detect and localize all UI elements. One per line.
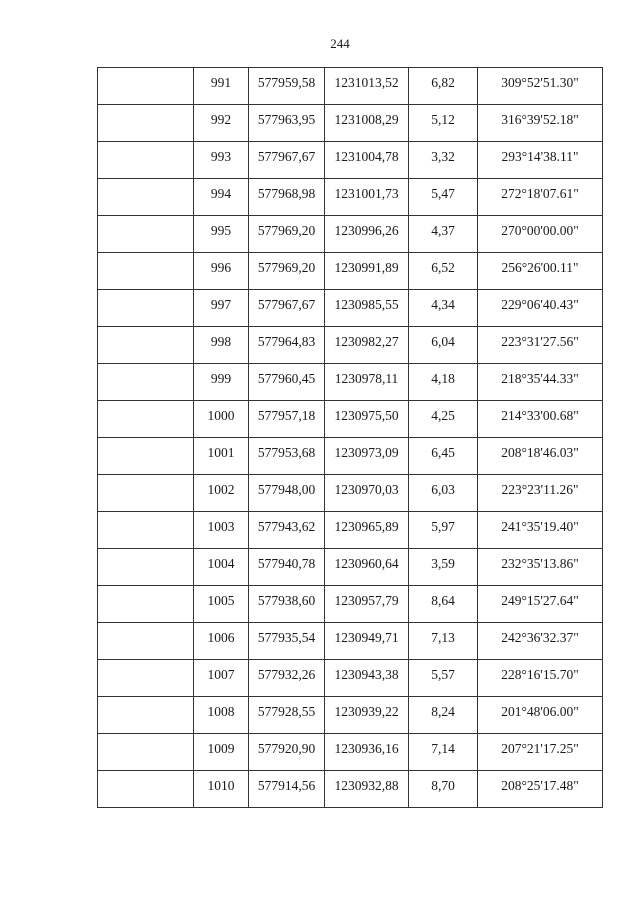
- table-row: [98, 179, 603, 216]
- segment-length-cell: 6,45: [409, 438, 478, 475]
- y-coordinate-cell: 1231004,78: [325, 142, 409, 179]
- direction-angle-cell: 309°52'51.30": [478, 68, 603, 105]
- point-number-cell: 1001: [194, 438, 249, 475]
- x-coordinate-cell: 577928,55: [249, 697, 325, 734]
- y-coordinate-cell: 1230939,22: [325, 697, 409, 734]
- point-number-cell: 1004: [194, 549, 249, 586]
- table-row: [98, 364, 603, 401]
- segment-length-cell: 7,13: [409, 623, 478, 660]
- segment-length-cell: 4,18: [409, 364, 478, 401]
- empty-cell: [98, 771, 194, 808]
- direction-angle-cell: 214°33'00.68": [478, 401, 603, 438]
- table-row: [98, 290, 603, 327]
- table-row: [98, 142, 603, 179]
- empty-cell: [98, 68, 194, 105]
- point-number-cell: 992: [194, 105, 249, 142]
- table-row: [98, 253, 603, 290]
- point-number-cell: 996: [194, 253, 249, 290]
- direction-angle-cell: 272°18'07.61": [478, 179, 603, 216]
- direction-angle-cell: 223°31'27.56": [478, 327, 603, 364]
- empty-cell: [98, 216, 194, 253]
- direction-angle-cell: 270°00'00.00": [478, 216, 603, 253]
- coordinates-table: [97, 67, 603, 808]
- segment-length-cell: 6,82: [409, 68, 478, 105]
- point-number-cell: 1006: [194, 623, 249, 660]
- point-number-cell: 1000: [194, 401, 249, 438]
- empty-cell: [98, 549, 194, 586]
- x-coordinate-cell: 577968,98: [249, 179, 325, 216]
- point-number-cell: 1007: [194, 660, 249, 697]
- y-coordinate-cell: 1230970,03: [325, 475, 409, 512]
- table-row: [98, 623, 603, 660]
- y-coordinate-cell: 1230965,89: [325, 512, 409, 549]
- table-row: [98, 327, 603, 364]
- x-coordinate-cell: 577969,20: [249, 253, 325, 290]
- direction-angle-cell: 316°39'52.18": [478, 105, 603, 142]
- table-row: [98, 549, 603, 586]
- segment-length-cell: 4,25: [409, 401, 478, 438]
- y-coordinate-cell: 1230996,26: [325, 216, 409, 253]
- segment-length-cell: 6,04: [409, 327, 478, 364]
- direction-angle-cell: 228°16'15.70": [478, 660, 603, 697]
- direction-angle-cell: 242°36'32.37": [478, 623, 603, 660]
- y-coordinate-cell: 1230949,71: [325, 623, 409, 660]
- x-coordinate-cell: 577953,68: [249, 438, 325, 475]
- y-coordinate-cell: 1230973,09: [325, 438, 409, 475]
- empty-cell: [98, 475, 194, 512]
- y-coordinate-cell: 1230985,55: [325, 290, 409, 327]
- empty-cell: [98, 623, 194, 660]
- page-number: 244: [330, 36, 350, 51]
- x-coordinate-cell: 577948,00: [249, 475, 325, 512]
- coordinates-table-body: [98, 68, 603, 808]
- segment-length-cell: 4,34: [409, 290, 478, 327]
- table-row: [98, 475, 603, 512]
- direction-angle-cell: 249°15'27.64": [478, 586, 603, 623]
- empty-cell: [98, 438, 194, 475]
- direction-angle-cell: 208°25'17.48": [478, 771, 603, 808]
- table-row: [98, 660, 603, 697]
- direction-angle-cell: 207°21'17.25": [478, 734, 603, 771]
- table-row: [98, 216, 603, 253]
- y-coordinate-cell: 1230982,27: [325, 327, 409, 364]
- x-coordinate-cell: 577960,45: [249, 364, 325, 401]
- empty-cell: [98, 697, 194, 734]
- empty-cell: [98, 179, 194, 216]
- x-coordinate-cell: 577920,90: [249, 734, 325, 771]
- segment-length-cell: 5,57: [409, 660, 478, 697]
- table-row: [98, 438, 603, 475]
- segment-length-cell: 8,70: [409, 771, 478, 808]
- empty-cell: [98, 734, 194, 771]
- segment-length-cell: 5,12: [409, 105, 478, 142]
- point-number-cell: 1002: [194, 475, 249, 512]
- segment-length-cell: 8,24: [409, 697, 478, 734]
- table-row: [98, 697, 603, 734]
- table-row: [98, 68, 603, 105]
- point-number-cell: 994: [194, 179, 249, 216]
- x-coordinate-cell: 577969,20: [249, 216, 325, 253]
- empty-cell: [98, 660, 194, 697]
- segment-length-cell: 6,03: [409, 475, 478, 512]
- point-number-cell: 997: [194, 290, 249, 327]
- x-coordinate-cell: 577964,83: [249, 327, 325, 364]
- point-number-cell: 1010: [194, 771, 249, 808]
- empty-cell: [98, 586, 194, 623]
- y-coordinate-cell: 1230936,16: [325, 734, 409, 771]
- empty-cell: [98, 253, 194, 290]
- y-coordinate-cell: 1230960,64: [325, 549, 409, 586]
- direction-angle-cell: 218°35'44.33": [478, 364, 603, 401]
- empty-cell: [98, 142, 194, 179]
- y-coordinate-cell: 1230978,11: [325, 364, 409, 401]
- point-number-cell: 1008: [194, 697, 249, 734]
- x-coordinate-cell: 577963,95: [249, 105, 325, 142]
- table-row: [98, 771, 603, 808]
- empty-cell: [98, 327, 194, 364]
- empty-cell: [98, 401, 194, 438]
- x-coordinate-cell: 577943,62: [249, 512, 325, 549]
- y-coordinate-cell: 1230975,50: [325, 401, 409, 438]
- direction-angle-cell: 241°35'19.40": [478, 512, 603, 549]
- segment-length-cell: 3,59: [409, 549, 478, 586]
- segment-length-cell: 8,64: [409, 586, 478, 623]
- point-number-cell: 1005: [194, 586, 249, 623]
- x-coordinate-cell: 577938,60: [249, 586, 325, 623]
- x-coordinate-cell: 577957,18: [249, 401, 325, 438]
- point-number-cell: 991: [194, 68, 249, 105]
- point-number-cell: 993: [194, 142, 249, 179]
- table-row: [98, 734, 603, 771]
- direction-angle-cell: 229°06'40.43": [478, 290, 603, 327]
- y-coordinate-cell: 1230957,79: [325, 586, 409, 623]
- direction-angle-cell: 208°18'46.03": [478, 438, 603, 475]
- table-row: [98, 512, 603, 549]
- point-number-cell: 1009: [194, 734, 249, 771]
- direction-angle-cell: 256°26'00.11": [478, 253, 603, 290]
- point-number-cell: 1003: [194, 512, 249, 549]
- empty-cell: [98, 105, 194, 142]
- segment-length-cell: 5,97: [409, 512, 478, 549]
- empty-cell: [98, 364, 194, 401]
- x-coordinate-cell: 577959,58: [249, 68, 325, 105]
- point-number-cell: 998: [194, 327, 249, 364]
- y-coordinate-cell: 1231001,73: [325, 179, 409, 216]
- x-coordinate-cell: 577914,56: [249, 771, 325, 808]
- direction-angle-cell: 293°14'38.11": [478, 142, 603, 179]
- x-coordinate-cell: 577967,67: [249, 142, 325, 179]
- x-coordinate-cell: 577935,54: [249, 623, 325, 660]
- direction-angle-cell: 232°35'13.86": [478, 549, 603, 586]
- segment-length-cell: 3,32: [409, 142, 478, 179]
- segment-length-cell: 7,14: [409, 734, 478, 771]
- table-row: [98, 401, 603, 438]
- empty-cell: [98, 290, 194, 327]
- y-coordinate-cell: 1231008,29: [325, 105, 409, 142]
- x-coordinate-cell: 577932,26: [249, 660, 325, 697]
- point-number-cell: 995: [194, 216, 249, 253]
- segment-length-cell: 5,47: [409, 179, 478, 216]
- segment-length-cell: 6,52: [409, 253, 478, 290]
- direction-angle-cell: 201°48'06.00": [478, 697, 603, 734]
- point-number-cell: 999: [194, 364, 249, 401]
- x-coordinate-cell: 577967,67: [249, 290, 325, 327]
- y-coordinate-cell: 1230932,88: [325, 771, 409, 808]
- segment-length-cell: 4,37: [409, 216, 478, 253]
- y-coordinate-cell: 1230943,38: [325, 660, 409, 697]
- direction-angle-cell: 223°23'11.26": [478, 475, 603, 512]
- table-row: [98, 586, 603, 623]
- x-coordinate-cell: 577940,78: [249, 549, 325, 586]
- y-coordinate-cell: 1230991,89: [325, 253, 409, 290]
- y-coordinate-cell: 1231013,52: [325, 68, 409, 105]
- table-row: [98, 105, 603, 142]
- empty-cell: [98, 512, 194, 549]
